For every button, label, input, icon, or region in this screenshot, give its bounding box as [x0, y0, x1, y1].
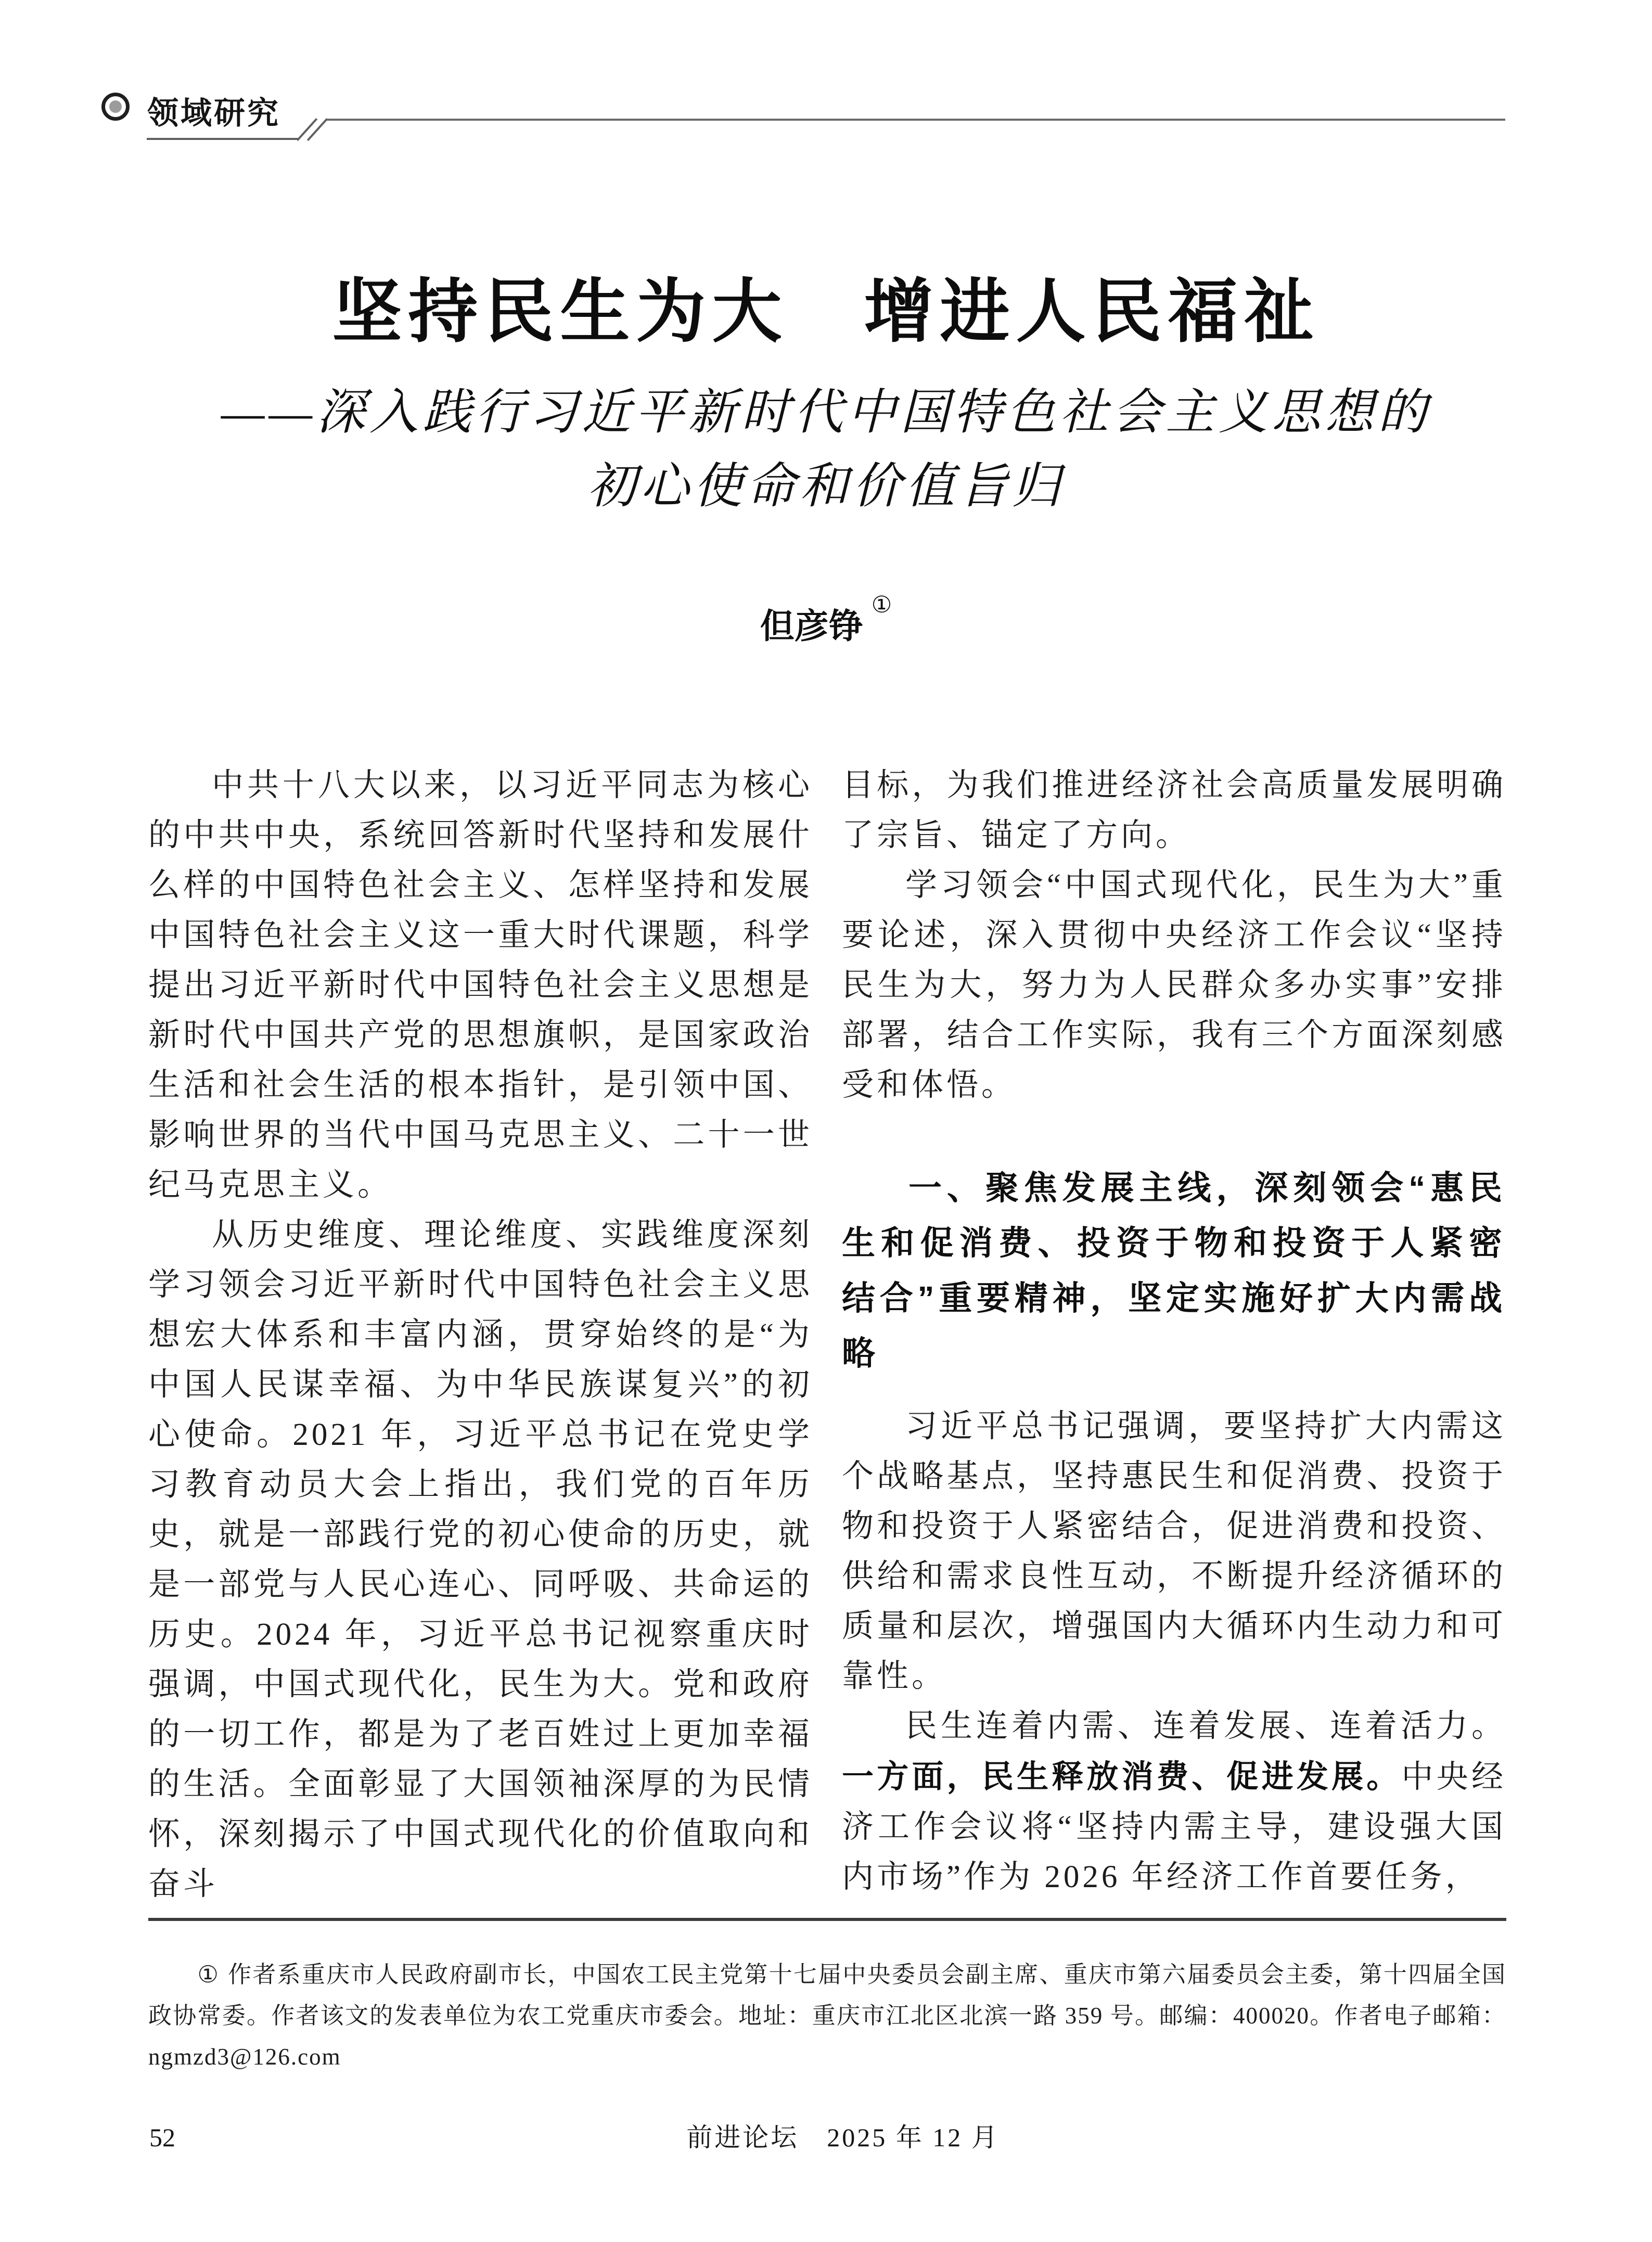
author-name: 但彦铮: [760, 607, 863, 645]
footnote-text: 作者系重庆市人民政府副市长，中国农工民主党第十七届中央委员会副主席、重庆市第六届委员会主委，第十四届全国政协常委。作者该文的发表单位为农工党重庆市委会。地址：重庆市江北区北滨一路 359 号。邮编：400020。作者电子邮箱：ngmzd3@126.com: [148, 1962, 1507, 2070]
author-line: [0, 592, 1652, 648]
bullet-dot-icon: [109, 100, 122, 113]
paragraph-text: 民生连着内需、连着发展、连着活力。: [905, 1709, 1506, 1744]
paragraph: 学习领会“中国式现代化，民生为大”重要论述，深入贯彻中央经济工作会议“坚持民生为大，努力为人民群众多办实事”安排部署，结合工作实际，我有三个方面深刻感受和体悟。: [842, 868, 1506, 1103]
paragraph-text: 中央经济工作会议将“坚持内需主导，建设强大国内市场”作为 2026 年经济工作首要任务，: [842, 1760, 1506, 1894]
left-column: [148, 761, 813, 1910]
article-subtitle-line2: 初心使命和价值旨归: [587, 459, 1065, 514]
header-slash-icon: [307, 118, 328, 141]
author-footnote-mark: ①: [871, 592, 892, 618]
article-title: 坚持民生为大 增进人民福祉: [332, 273, 1320, 351]
paragraph: 习近平总书记强调，要坚持扩大内需这个战略基点，坚持惠民生和促消费、投资于物和投资于人紧密结合，促进消费和投资、供给和需求良性互动，不断提升经济循环的质量和层次，增强国内大循环内生动力和可靠性。: [842, 1409, 1506, 1694]
paragraph: 中共十八大以来，以习近平同志为核心的中共中央，系统回答新时代坚持和发展什么样的中国特色社会主义、怎样坚持和发展中国特色社会主义这一重大时代课题，科学提出习近平新时代中国特色社会主义思想是新时代中国共产党的思想旗帜，是国家政治生活和社会生活的根本指针，是引领中国、影响世界的当代中国马克思主义、二十一世纪马克思主义。: [148, 768, 813, 1202]
page-number: 52: [149, 2123, 175, 2152]
section-bullet-icon: [101, 93, 130, 121]
footnote-divider: [148, 1918, 1506, 1921]
article-subtitle-line1: ——深入践行习近平新时代中国特色社会主义思想的: [221, 386, 1431, 440]
section-heading: 一、聚焦发展主线，深刻领会“惠民生和促消费、投资于物和投资于人紧密结合”重要精神，坚定实施好扩大内需战略: [842, 1169, 1506, 1372]
journal-issue: 前进论坛 2025 年 12 月: [686, 2123, 1000, 2152]
header-underline: [147, 138, 299, 140]
emphasis-text: 一方面，民生释放消费、促进发展。: [842, 1759, 1402, 1794]
paragraph: 从历史维度、理论维度、实践维度深刻学习领会习近平新时代中国特色社会主义思想宏大体系和丰富内涵，贯穿始终的是“为中国人民谋幸福、为中华民族谋复兴”的初心使命。2021 年，习近平总书记在党史学习教育动员大会上指出，我们党的百年历史，就是一部践行党的初心使命的历史，就是一部党与人民心连心、同呼吸、共命运的历史。2024 年，习近平总书记视察重庆时强调，中国式现代化，民生为大。党和政府的一切工作，都是为了老百姓过上更加幸福的生活。全面彰显了大国领袖深厚的为民情怀，深刻揭示了中国式现代化的价值取向和奋斗: [148, 1218, 813, 1902]
paragraph-continuation: 目标，为我们推进经济社会高质量发展明确了宗旨、锚定了方向。: [842, 768, 1506, 853]
section-label: 领域研究: [147, 96, 280, 131]
header-rule: [327, 119, 1505, 121]
paragraph: [842, 1701, 1506, 1902]
header-slash-icon: [297, 118, 317, 141]
footnote: [148, 1954, 1506, 2078]
right-column: [842, 761, 1506, 1902]
footnote-mark: ①: [197, 1962, 220, 1988]
